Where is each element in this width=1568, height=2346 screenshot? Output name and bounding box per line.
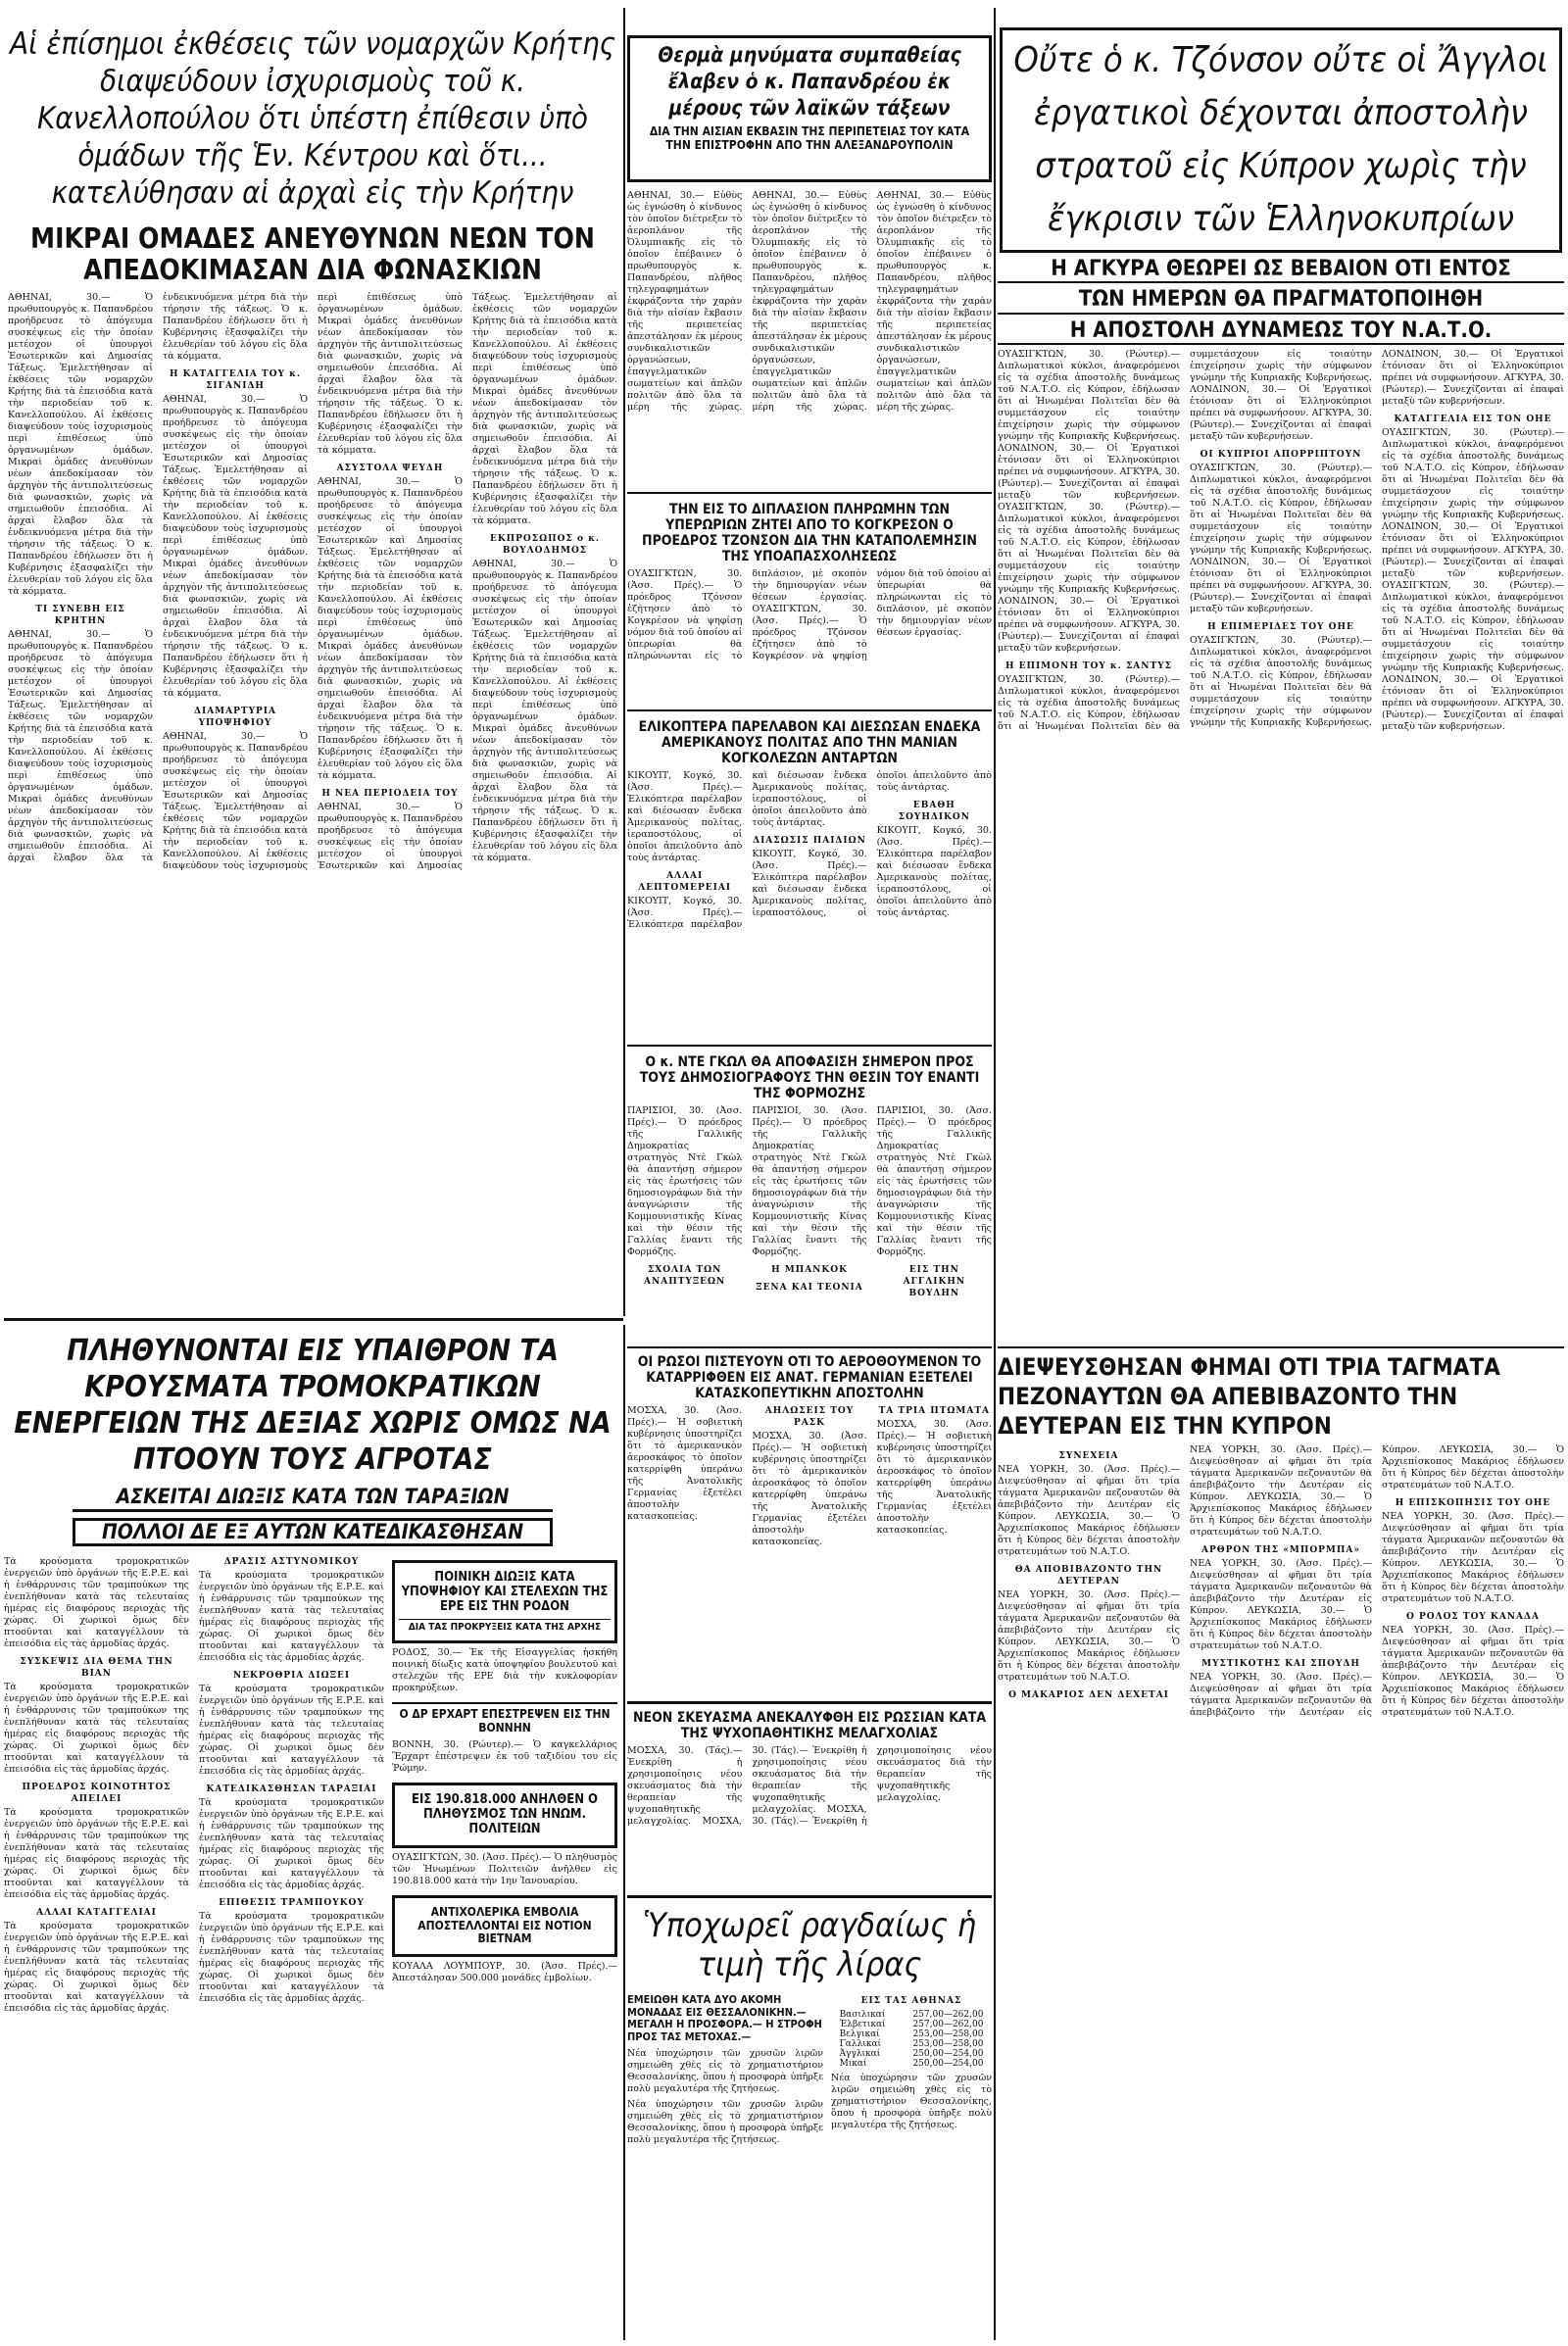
body-degaulle-text-2: ΠΑΡΙΣΙΟΙ, 30. (Ἀσσ. Πρές).— Ὁ πρόεδρος τῆς Γαλλικῆς Δημοκρατίας στρατηγὸς Ντὲ Γκὼλ θὰ ἀπαντήσῃ σήμερον εἰς τὰς ἐρωτήσεις τῶν δημοσιογράφων διὰ τὴν ἀναγνώρισιν τῆς Κομμουνιστικῆς Κίνας καὶ τὴν θέσιν τῆς Γαλλίας ἔναντι τῆς Φορμόζης. — [752, 1105, 867, 1258]
headline-crete: Αἱ ἐπίσημοι ἐκθέσεις τῶν νομαρχῶν Κρήτης διαψεύδουν ἰσχυρισμοὺς τοῦ κ. Κανελλοπούλου ὅτι ὑπέστη ἐπίθεσιν ὑπὸ ὁμάδων τῆς Ἑν. Κέντρου καὶ ὅτι... κατελύθησαν αἱ ἀρχαὶ εἰς τὴν Κρήτην — [10, 26, 615, 211]
rate-value: 257,00—262,00 — [912, 2020, 984, 2029]
headline-melancholy: ΝΕΟΝ ΣΚΕΥΑΣΜΑ ΑΝΕΚΑΛΥΦΘΗ ΕΙΣ ΡΩΣΣΙΑΝ ΚΑΤΑ ΤΗΣ ΨΥΧΟΠΑΘΗΤΙΚΗΣ ΜΕΛΑΓΧΟΛΙΑΣ — [632, 1710, 987, 1742]
body-parade-text: ΚΙΚΟΥΙΤ, Κογκό, 30. (Ἀσσ. Πρές).— Ἑλικόπτερα παρέλαβον καὶ διέσωσαν ἕνδεκα Ἀμερικανοὺς πολίτας, ἱεραποστόλους, οἱ ὁποῖοι ἀπειλοῦντο ἀπὸ τοὺς ἀντάρτας. — [627, 770, 743, 864]
headline-payments: ΤΗΝ ΕΙΣ ΤΟ ΔΙΠΛΑΣΙΟΝ ΠΛΗΡΩΜΗΝ ΤΩΝ ΥΠΕΡΩΡΙΩΝ ΖΗΤΕΙ ΑΠΟ ΤΟ ΚΟΓΚΡΕΣΟΝ Ο ΠΡΟΕΔΡΟΣ ΤΖΟΝΣΟΝ ΔΙΑ ΤΗΝ ΚΑΤΑΠΟΛΕΜΗΣΙΝ ΤΗΣ ΥΠΟΑΠΑΣΧΟΛΗΣΕΩΣ — [642, 502, 977, 565]
section-parade-0: ΑΛΛΑΙ ΛΕΠΤΟΜΕΡΕΙΑΙ — [638, 871, 732, 894]
article-papandreou — [627, 35, 992, 182]
body-johnson-text-4: ΟΥΑΣΙΓΚΤΩΝ, 30. (Ρώυτερ).— Διπλωματικοὶ κύκλοι, ἀναφερόμενοι εἰς τὰ σχέδια ἀποστολῆς δυνάμεως τοῦ Ν.Α.Τ.Ο. εἰς Κύπρον, ἐδήλωσαν ὅτι αἱ Ἡνωμέναι Πολιτεῖαι δὲν θὰ συμμετάσχουν εἰς τοιαύτην ἐπιχείρησιν χωρὶς τὴν σύμφωνον γνώμην τῆς Κυπριακῆς Κυβερνήσεως. ΛΟΝΔΙΝΟΝ, 30.— Οἱ Ἐργατικοὶ ἐτόνισαν ὅτι οἱ Ἑλληνοκύπριοι πρέπει νὰ συμφωνήσουν. ΑΓΚΥΡΑ, 30. (Ρώυτερ).— Συνεχίζονται αἱ ἐπαφαὶ μεταξὺ τῶν κυβερνήσεων. — [1190, 462, 1372, 614]
headline-pound: Ὑποχωρεῖ ραγδαίως ἡ τιμὴ τῆς λίρας — [642, 1906, 977, 1984]
section-plane-0: ΑΗΛΩΣΕΙΣ ΤΟΥ ΡΑΣΚ — [764, 1406, 855, 1429]
body-payments — [627, 568, 992, 662]
body-johnson-text: ΟΥΑΣΙΓΚΤΩΝ, 30. (Ρώυτερ).— Διπλωματικοὶ κύκλοι, ἀναφερόμενοι εἰς τὰ σχέδια ἀποστολῆς δυνάμεως τοῦ Ν.Α.Τ.Ο. εἰς Κύπρον, ἐδήλωσαν ὅτι αἱ Ἡνωμέναι Πολιτεῖαι δὲν θὰ συμμετάσχουν εἰς τοιαύτην ἐπιχείρησιν χωρὶς τὴν σύμφωνον γνώμην τῆς Κυπριακῆς Κυβερνήσεως. ΛΟΝΔΙΝΟΝ, 30.— Οἱ Ἐργατικοὶ ἐτόνισαν ὅτι οἱ Ἑλληνοκύπριοι πρέπει νὰ συμφωνήσουν. ΑΓΚΥΡΑ, 30. (Ρώυτερ).— Συνεχίζονται αἱ ἐπαφαὶ μεταξὺ τῶν κυβερνήσεων. — [998, 348, 1180, 501]
divider-h-main — [4, 1318, 623, 1321]
article-terror — [4, 1325, 621, 2340]
terror-sidebar — [392, 1552, 617, 2015]
body-battalions-text-3: ΝΕΑ ΥΟΡΚΗ, 30. (Ἀσσ. Πρές).— Διεψεύσθησαν αἱ φῆμαι ὅτι τρία τάγματα Ἀμερικανῶν πεζοναυτῶν θὰ ἀπεβιβάζοντο τὴν Δευτέραν εἰς Κύπρον. ΛΕΥΚΩΣΙΑ, 30.— Ὁ Ἀρχιεπίσκοπος Μακάριος ἐδήλωσεν ὅτι ἡ Κύπρος δὲν δέχεται ἀποστολὴν στρατευμάτων τοῦ Ν.Α.Τ.Ο. — [1190, 1444, 1372, 1538]
body-payments-text-2: ΟΥΑΣΙΓΚΤΩΝ, 30. (Ἀσσ. Πρές).— Ὁ πρόεδρος Τζόνσον ἐζήτησεν ἀπὸ τὸ Κογκρέσον νὰ ψηφίσῃ νόμον διὰ τοῦ ὁποίου αἱ ὑπερωρίαι θὰ πληρώνωνται εἰς τὸ διπλάσιον, μὲ σκοπὸν τὴν δημιουργίαν νέων θέσεων ἐργασίας. — [752, 568, 992, 662]
body-plane-text-3: ΜΟΣΧΑ, 30. (Ἀσσ. Πρές).— Ἡ σοβιετικὴ κυβέρνησις ὑποστηρίζει ὅτι τὸ ἀμερικανικὸν ἀεροσκάφος τὸ ὁποῖον κατερρίφθη ὑπεράνω τῆς Ἀνατολικῆς Γερμανίας ἐξετέλει ἀποστολὴν κατασκοπείας. — [876, 1419, 992, 1537]
body-melancholy-text-2: ΜΟΣΧΑ, 30. (Τάς).— Ἐνεκρίθη ἡ χρησιμοποίησις νέου σκευάσματος διὰ τὴν θεραπείαν τῆς ψυχοπαθητικῆς μελαγχολίας. — [702, 1745, 867, 1828]
subhead-johnson-1: ΤΩΝ ΗΜΕΡΩΝ ΘΑ ΠΡΑΓΜΑΤΟΠΟΙΗΘΗ — [998, 287, 1564, 314]
headline-papandreou: Θερμὰ μηνύματα συμπαθείας ἔλαβεν ὁ κ. Παπανδρέου ἐκ μέρους τῶν λαϊκῶν τάξεων — [658, 43, 961, 120]
subhead-crete: ΜΙΚΡΑΙ ΟΜΑΔΕΣ ΑΝΕΥΘΥΝΩΝ ΝΕΩΝ ΤΟΝ ΑΠΕΔΟΚΙΜΑΣΑΝ ΔΙΑ ΦΩΝΑΣΚΙΩΝ — [30, 222, 595, 287]
rates-title: ΕΙΣ ΤΑΣ ΑΘΗΝΑΣ — [860, 1996, 962, 2006]
body-johnson-text-3: ΟΥΑΣΙΓΚΤΩΝ, 30. (Ρώυτερ).— Διπλωματικοὶ κύκλοι, ἀναφερόμενοι εἰς τὰ σχέδια ἀποστολῆς δυνάμεως τοῦ Ν.Α.Τ.Ο. εἰς Κύπρον, ἐδήλωσαν ὅτι αἱ Ἡνωμέναι Πολιτεῖαι δὲν θὰ συμμετάσχουν εἰς τοιαύτην ἐπιχείρησιν χωρὶς τὴν σύμφωνον γνώμην τῆς Κυπριακῆς Κυβερνήσεως. ΛΟΝΔΙΝΟΝ, 30.— Οἱ Ἐργατικοὶ ἐτόνισαν ὅτι οἱ Ἑλληνοκύπριοι πρέπει νὰ συμφωνήσουν. ΑΓΚΥΡΑ, 30. (Ρώυτερ).— Συνεχίζονται αἱ ἐπαφαὶ μεταξὺ τῶν κυβερνήσεων. — [998, 348, 1372, 732]
rate-name: Γαλλικαί — [839, 2039, 882, 2049]
rate-row — [838, 2010, 986, 2020]
body-papandreou — [627, 190, 992, 414]
section-plane-1: ΤΑ ΤΡΙΑ ΠΤΩΜΑΤΑ — [878, 1406, 991, 1417]
body-papandreou-text-2: ΑΘΗΝΑΙ, 30.— Εὐθὺς ὡς ἐγνώσθη ὁ κίνδυνος τὸν ὁποῖον διέτρεξεν τὸ ἀεροπλάνον τῆς Ὀλυμπιακῆς εἰς τὸ ὁποῖον ἐπέβαινεν ὁ πρωθυπουργὸς κ. Παπανδρέου, πλῆθος τηλεγραφημάτων ἐκφράζοντα τὴν χαρὰν διὰ τὴν αἰσίαν ἔκβασιν τῆς περιπετείας ἀπεστάλησαν ἐκ μέρους συνδικαλιστικῶν ὀργανώσεων, ἐπαγγελματικῶν σωματείων καὶ ἁπλῶν πολιτῶν ἀπὸ ὅλα τὰ μέρη τῆς χώρας. — [752, 190, 867, 413]
section-terror-2: ΑΛΛΑΙ ΚΑΤΑΓΓΕΛΙΑΙ — [36, 1908, 157, 1919]
rate-value: 253,00—258,00 — [912, 2029, 984, 2039]
body-terror — [4, 1556, 384, 2015]
section-battalions-5: Η ΕΠΙΣΚΟΠΗΣΙΣ ΤΟΥ ΟΗΕ — [1395, 1498, 1551, 1508]
body-payments-text: ΟΥΑΣΙΓΚΤΩΝ, 30. (Ἀσσ. Πρές).— Ὁ πρόεδρος Τζόνσον ἐζήτησεν ἀπὸ τὸ Κογκρέσον νὰ ψηφίσῃ νόμον διὰ τοῦ ὁποίου αἱ ὑπερωρίαι θὰ πληρώνωνται εἰς τὸ διπλάσιον, μὲ σκοπὸν τὴν δημιουργίαν νέων θέσεων ἐργασίας. — [627, 568, 867, 662]
section-parade-1: ΔΙΑΣΩΣΙΣ ΠΑΙΔΙΩΝ — [753, 836, 866, 847]
section-degaulle-1: Η ΜΠΑΝΚΟΚ — [771, 1265, 848, 1276]
body-rhodes: ΡΟΔΟΣ, 30.— Ἐκ τῆς Εἰσαγγελίας ἠσκήθη ποινικὴ δίωξις κατὰ ὑποψηφίου βουλευτοῦ καὶ στελεχῶν τῆς ΕΡΕ διὰ τὴν κυκλοφορίαν προκηρύξεων. — [392, 1647, 617, 1694]
body-papandreou-text-3: ΑΘΗΝΑΙ, 30.— Εὐθὺς ὡς ἐγνώσθη ὁ κίνδυνος τὸν ὁποῖον διέτρεξεν τὸ ἀεροπλάνον τῆς Ὀλυμπιακῆς εἰς τὸ ὁποῖον ἐπέβαινεν ὁ πρωθυπουργὸς κ. Παπανδρέου, πλῆθος τηλεγραφημάτων ἐκφράζοντα τὴν χαρὰν διὰ τὴν αἰσίαν ἔκβασιν τῆς περιπετείας ἀπεστάλησαν ἐκ μέρους συνδικαλιστικῶν ὀργανώσεων, ἐπαγγελματικῶν σωματείων καὶ ἁπλῶν πολιτῶν ἀπὸ ὅλα τὰ μέρη τῆς χώρας. — [876, 190, 992, 413]
johnson-headline-box — [1000, 27, 1562, 253]
body-census: ΟΥΑΣΙΓΚΤΩΝ, 30. (Ἀσσ. Πρές).— Ὁ πληθυσμὸς τῶν Ἡνωμένων Πολιτειῶν ἀνῆλθεν εἰς 190.818.000 κατὰ τὴν 1ην Ἰανουαρίου. — [392, 1851, 617, 1886]
rate-value: 250,00—254,00 — [912, 2049, 984, 2059]
body-johnson-text-2: ΟΥΑΣΙΓΚΤΩΝ, 30. (Ρώυτερ).— Διπλωματικοὶ κύκλοι, ἀναφερόμενοι εἰς τὰ σχέδια ἀποστολῆς δυνάμεως τοῦ Ν.Α.Τ.Ο. εἰς Κύπρον, ἐδήλωσαν ὅτι αἱ Ἡνωμέναι Πολιτεῖαι δὲν θὰ συμμετάσχουν εἰς τοιαύτην ἐπιχείρησιν χωρὶς τὴν σύμφωνον γνώμην τῆς Κυπριακῆς Κυβερνήσεως. ΛΟΝΔΙΝΟΝ, 30.— Οἱ Ἐργατικοὶ ἐτόνισαν ὅτι οἱ Ἑλληνοκύπριοι πρέπει νὰ συμφωνήσουν. ΑΓΚΥΡΑ, 30. (Ρώυτερ).— Συνεχίζονται αἱ ἐπαφαὶ μεταξὺ τῶν κυβερνήσεων. — [998, 501, 1180, 654]
body-crete-text-7: ΑΘΗΝΑΙ, 30.— Ὁ πρωθυπουργὸς κ. Παπανδρέου προήδρευσε τὸ ἀπόγευμα συσκέψεως εἰς τὴν ὁποίαν μετέσχον οἱ ὑπουργοὶ Ἐσωτερικῶν καὶ Δημοσίας Τάξεως. Ἐμελετήθησαν αἱ ἐκθέσεις τῶν νομαρχῶν Κρήτης διὰ τὰ ἐπεισόδια κατὰ τὴν περιοδείαν τοῦ κ. Κανελλοπούλου. Αἱ ἐκθέσεις διαψεύδουν τοὺς ἰσχυρισμοὺς περὶ ἐπιθέσεως ὑπὸ ὀργανωμένων ὁμάδων. Μικραὶ ὁμάδες ἀνευθύνων νέων ἀπεδοκίμασαν τὸν ἀρχηγὸν τῆς ἀντιπολιτεύσεως διὰ φωνασκιῶν, χωρὶς νὰ σημειωθοῦν ἐπεισόδια. Αἱ ἀρχαὶ ἔλαβον ὅλα τὰ ἐνδεικνυόμενα μέτρα διὰ τὴν τήρησιν τῆς τάξεως. Ὁ κ. Παπανδρέου ἐδήλωσεν ὅτι ἡ Κυβέρνησις ἐξασφαλίζει τὴν ἐλευθερίαν τοῦ λόγου εἰς ὅλα τὰ κόμματα. — [472, 559, 617, 864]
section-johnson-3: ΚΑΤΑΓΓΕΛΙΑ ΕΙΣ ΤΟΝ ΟΗΕ — [1394, 414, 1552, 424]
body-battalions-text-2: ΝΕΑ ΥΟΡΚΗ, 30. (Ἀσσ. Πρές).— Διεψεύσθησαν αἱ φῆμαι ὅτι τρία τάγματα Ἀμερικανῶν πεζοναυτῶν θὰ ἀπεβιβάζοντο τὴν Δευτέραν εἰς Κύπρον. ΛΕΥΚΩΣΙΑ, 30.— Ὁ Ἀρχιεπίσκοπος Μακάριος ἐδήλωσεν ὅτι ἡ Κύπρος δὲν δέχεται ἀποστολὴν στρατευμάτων τοῦ Ν.Α.Τ.Ο. — [998, 1589, 1180, 1683]
johnson-subheads — [998, 257, 1564, 345]
section-johnson-2: Η ΕΠΙΜΕΡΙΔΕΣ ΤΟΥ ΟΗΕ — [1207, 621, 1354, 632]
body-vaccines: ΚΟΥΑΛΑ ΛΟΥΜΠΟΥΡ, 30. (Ἀσσ. Πρές).— Ἀπεστάλησαν 500.000 μονάδες ἐμβολίων. — [392, 1961, 617, 1984]
body-crete-text-6: ΑΘΗΝΑΙ, 30.— Ὁ πρωθυπουργὸς κ. Παπανδρέου προήδρευσε τὸ ἀπόγευμα συσκέψεως εἰς τὴν ὁποίαν μετέσχον οἱ ὑπουργοὶ Ἐσωτερικῶν καὶ Δημοσίας Τάξεως. Ἐμελετήθησαν αἱ ἐκθέσεις τῶν νομαρχῶν Κρήτης διὰ τὰ ἐπεισόδια κατὰ τὴν περιοδείαν τοῦ κ. Κανελλοπούλου. Αἱ ἐκθέσεις διαψεύδουν τοὺς ἰσχυρισμοὺς περὶ ἐπιθέσεως ὑπὸ ὀργανωμένων ὁμάδων. Μικραὶ ὁμάδες ἀνευθύνων νέων ἀπεδοκίμασαν τὸν ἀρχηγὸν τῆς ἀντιπολιτεύσεως διὰ φωνασκιῶν, χωρὶς νὰ σημειωθοῦν ἐπεισόδια. Αἱ ἀρχαὶ ἔλαβον ὅλα τὰ ἐνδεικνυόμενα μέτρα διὰ τὴν τήρησιν τῆς τάξεως. Ὁ κ. Παπανδρέου ἐδήλωσεν ὅτι ἡ Κυβέρνησις ἐξασφαλίζει τὴν ἐλευθερίαν τοῦ λόγου εἰς ὅλα τὰ κόμματα. — [318, 292, 617, 872]
section-parade-2: ΕΒΑΘΗ ΣΟΥΗΔΙΚΟΝ — [898, 801, 970, 823]
headline-degaulle: Ο κ. ΝΤΕ ΓΚΩΛ ΘΑ ΑΠΟΦΑΣΙΣΗ ΣΗΜΕΡΟΝ ΠΡΟΣ ΤΟΥΣ ΔΗΜΟΣΙΟΓΡΑΦΟΥΣ ΤΗΝ ΘΕΣΙΝ ΤΟΥ ΕΝΑΝΤΙ ΤΗΣ ΦΟΡΜΟΖΗΣ — [639, 1054, 980, 1102]
body-terror-text-2: Τὰ κρούσματα τρομοκρατικῶν ἐνεργειῶν ὑπὸ ὀργάνων τῆς Ε.Ρ.Ε. καὶ ἡ ἐνθάρρυνσις τῶν τραμπούκων της ἐνεπλήθυναν κατὰ τὰς τελευταίας ἡμέρας εἰς διαφόρους περιοχὰς τῆς χώρας. Οἱ χωρικοὶ ὅμως δὲν πτοοῦνται καὶ καταγγέλλουν τὰ ἐπεισόδια εἰς τὰς ἀρμοδίας ἀρχάς. — [4, 1682, 189, 1776]
section-degaulle-3: ΕΙΣ ΤΗΝ ΑΓΓΛΙΚΗΝ ΒΟΥΛΗΝ — [903, 1265, 966, 1299]
section-crete-2: ΔΙΑΜΑΡΤΥΡΙΑ ΥΠΟΨΗΦΙΟΥ — [194, 707, 276, 729]
section-crete-0: ΤΙ ΣΥΝΕΒΗ ΕΙΣ ΚΡΗΤΗΝ — [35, 605, 125, 627]
body-pound: Νέα ὑποχώρησιν τῶν χρυσῶν λιρῶν σημειώθη χθὲς εἰς τὸ χρηματιστήριον Θεσσαλονίκης, ὅπου ἡ προσφορὰ ὑπῆρξε πολὺ μεγαλυτέρα τῆς ζητήσεως. — [627, 2047, 823, 2094]
section-degaulle-2: ΞΕΝΑ ΚΑΙ ΤΕΟΝΙΑ — [756, 1283, 863, 1294]
body-melancholy-text-3: ΜΟΣΧΑ, 30. (Τάς).— Ἐνεκρίθη ἡ χρησιμοποίησις νέου σκευάσματος διὰ τὴν θεραπείαν τῆς ψυχοπαθητικῆς μελαγχολίας. — [752, 1745, 992, 1828]
subhead-terror-1: ΑΣΚΕΙΤΑΙ ΔΙΩΞΙΣ ΚΑΤΑ ΤΩΝ ΤΑΡΑΞΙΩΝ — [73, 1486, 553, 1512]
body-johnson-text-6: ΟΥΑΣΙΓΚΤΩΝ, 30. (Ρώυτερ).— Διπλωματικοὶ κύκλοι, ἀναφερόμενοι εἰς τὰ σχέδια ἀποστολῆς δυνάμεως τοῦ Ν.Α.Τ.Ο. εἰς Κύπρον, ἐδήλωσαν ὅτι αἱ Ἡνωμέναι Πολιτεῖαι δὲν θὰ συμμετάσχουν εἰς τοιαύτην ἐπιχείρησιν χωρὶς τὴν σύμφωνον γνώμην τῆς Κυπριακῆς Κυβερνήσεως. ΛΟΝΔΙΝΟΝ, 30.— Οἱ Ἐργατικοὶ ἐτόνισαν ὅτι οἱ Ἑλληνοκύπριοι πρέπει νὰ συμφωνήσουν. ΑΓΚΥΡΑ, 30. (Ρώυτερ).— Συνεχίζονται αἱ ἐπαφαὶ μεταξὺ τῶν κυβερνήσεων. — [1382, 426, 1564, 579]
rate-name: Μικαί — [839, 2059, 867, 2069]
body-parade-text-2: ΚΙΚΟΥΙΤ, Κογκό, 30. (Ἀσσ. Πρές).— Ἑλικόπτερα παρέλαβον καὶ διέσωσαν ἕνδεκα Ἀμερικανοὺς πολίτας, ἱεραποστόλους, οἱ ὁποῖοι ἀπειλοῦντο ἀπὸ τοὺς ἀντάρτας. — [627, 770, 867, 931]
rate-row — [838, 2049, 986, 2059]
body-terror-text-3: Τὰ κρούσματα τρομοκρατικῶν ἐνεργειῶν ὑπὸ ὀργάνων τῆς Ε.Ρ.Ε. καὶ ἡ ἐνθάρρυνσις τῶν τραμπούκων της ἐνεπλήθυναν κατὰ τὰς τελευταίας ἡμέρας εἰς διαφόρους περιοχὰς τῆς χώρας. Οἱ χωρικοὶ ὅμως δὲν πτοοῦνται καὶ καταγγέλλουν τὰ ἐπεισόδια εἰς τὰς ἀρμοδίας ἀρχάς. — [4, 1807, 189, 1901]
body-terror-text-5: Τὰ κρούσματα τρομοκρατικῶν ἐνεργειῶν ὑπὸ ὀργάνων τῆς Ε.Ρ.Ε. καὶ ἡ ἐνθάρρυνσις τῶν τραμπούκων της ἐνεπλήθυναν κατὰ τὰς τελευταίας ἡμέρας εἰς διαφόρους περιοχὰς τῆς χώρας. Οἱ χωρικοὶ ὅμως δὲν πτοοῦνται καὶ καταγγέλλουν τὰ ἐπεισόδια εἰς τὰς ἀρμοδίας ἀρχάς. — [199, 1570, 384, 1664]
headline-plane: ΟΙ ΡΩΣΟΙ ΠΙΣΤΕΥΟΥΝ ΟΤΙ ΤΟ ΑΕΡΟΘΟΥΜΕΝΟΝ ΤΟ ΚΑΤΑΡΡΙΦΘΕΝ ΕΙΣ ΑΝΑΤ. ΓΕΡΜΑΝΙΑΝ ΕΞΕΤΕΛΕΙ ΚΑΤΑΣΚΟΠΕΥΤΙΚΗΝ ΑΠΟΣΤΟΛΗΝ — [637, 1354, 982, 1402]
section-battalions-0: ΣΥΝΕΧΕΙΑ — [1058, 1451, 1119, 1461]
article-melancholy — [627, 1701, 992, 1893]
body-johnson-text-7: ΟΥΑΣΙΓΚΤΩΝ, 30. (Ρώυτερ).— Διπλωματικοὶ κύκλοι, ἀναφερόμενοι εἰς τὰ σχέδια ἀποστολῆς δυνάμεως τοῦ Ν.Α.Τ.Ο. εἰς Κύπρον, ἐδήλωσαν ὅτι αἱ Ἡνωμέναι Πολιτεῖαι δὲν θὰ συμμετάσχουν εἰς τοιαύτην ἐπιχείρησιν χωρὶς τὴν σύμφωνον γνώμην τῆς Κυπριακῆς Κυβερνήσεως. ΛΟΝΔΙΝΟΝ, 30.— Οἱ Ἐργατικοὶ ἐτόνισαν ὅτι οἱ Ἑλληνοκύπριοι πρέπει νὰ συμφωνήσουν. ΑΓΚΥΡΑ, 30. (Ρώυτερ).— Συνεχίζονται αἱ ἐπαφαὶ μεταξὺ τῶν κυβερνήσεων. — [1382, 579, 1564, 732]
headline-johnson: Οὔτε ὁ κ. Τζόνσον οὔτε οἱ Ἄγγλοι ἐργατικοὶ δέχονται ἀποστολὴν στρατοῦ εἰς Κύπρον χωρὶς τὴν ἔγκρισιν τῶν Ἑλληνοκυπρίων — [1013, 40, 1548, 239]
rate-value: 257,00—262,00 — [912, 2010, 984, 2020]
headline-rhodes: ΠΟΙΝΙΚΗ ΔΙΩΞΙΣ ΚΑΤΑ ΥΠΟΨΗΦΙΟΥ ΚΑΙ ΣΤΕΛΕΧΩΝ ΤΗΣ ΕΡΕ ΕΙΣ ΤΗΝ ΡΟΔΟΝ — [401, 1570, 609, 1614]
rate-row — [838, 2029, 986, 2039]
article-degaulle — [627, 1045, 992, 1344]
section-terror-0: ΣΥΣΚΕΨΙΣ ΔΙΑ ΘΕΜΑ ΤΗΝ ΒΙΑΝ — [20, 1657, 173, 1680]
subhead-rhodes: ΔΙΑ ΤΑΣ ΠΡΟΚΡΥΞΕΙΣ ΚΑΤΑ ΤΗΣ ΑΡΧΗΣ — [399, 1619, 611, 1634]
body-battalions-text-7: ΝΕΑ ΥΟΡΚΗ, 30. (Ἀσσ. Πρές).— Διεψεύσθησαν αἱ φῆμαι ὅτι τρία τάγματα Ἀμερικανῶν πεζοναυτῶν θὰ ἀπεβιβάζοντο τὴν Δευτέραν εἰς Κύπρον. ΛΕΥΚΩΣΙΑ, 30.— Ὁ Ἀρχιεπίσκοπος Μακάριος ἐδήλωσεν ὅτι ἡ Κύπρος δὲν δέχεται ἀποστολὴν στρατευμάτων τοῦ Ν.Α.Τ.Ο. — [1382, 1625, 1564, 1718]
pound-columns — [627, 1990, 992, 2146]
article-papandreou-body — [627, 186, 992, 490]
census-box — [392, 1783, 617, 1848]
body-terror-text-4: Τὰ κρούσματα τρομοκρατικῶν ἐνεργειῶν ὑπὸ ὀργάνων τῆς Ε.Ρ.Ε. καὶ ἡ ἐνθάρρυνσις τῶν τραμπούκων της ἐνεπλήθυναν κατὰ τὰς τελευταίας ἡμέρας εἰς διαφόρους περιοχὰς τῆς χώρας. Οἱ χωρικοὶ ὅμως δὲν πτοοῦνται καὶ καταγγέλλουν τὰ ἐπεισόδια εἰς τὰς ἀρμοδίας ἀρχάς. — [4, 1921, 189, 2015]
rate-name: Βασιλικαί — [839, 2010, 886, 2020]
body-battalions-text-5: ΝΕΑ ΥΟΡΚΗ, 30. (Ἀσσ. Πρές).— Διεψεύσθησαν αἱ φῆμαι ὅτι τρία τάγματα Ἀμερικανῶν πεζοναυτῶν θὰ ἀπεβιβάζοντο τὴν Δευτέραν εἰς Κύπρον. ΛΕΥΚΩΣΙΑ, 30.— Ὁ Ἀρχιεπίσκοπος Μακάριος ἐδήλωσεν ὅτι ἡ Κύπρος δὲν δέχεται ἀποστολὴν στρατευμάτων τοῦ Ν.Α.Τ.Ο. — [1190, 1444, 1564, 1718]
rate-name: Ἐλβετικαί — [839, 2020, 886, 2029]
body-terror-text-7: Τὰ κρούσματα τρομοκρατικῶν ἐνεργειῶν ὑπὸ ὀργάνων τῆς Ε.Ρ.Ε. καὶ ἡ ἐνθάρρυνσις τῶν τραμπούκων της ἐνεπλήθυναν κατὰ τὰς τελευταίας ἡμέρας εἰς διαφόρους περιοχὰς τῆς χώρας. Οἱ χωρικοὶ ὅμως δὲν πτοοῦνται καὶ καταγγέλλουν τὰ ἐπεισόδια εἰς τὰς ἀρμοδίας ἀρχάς. — [199, 1797, 384, 1891]
article-plane — [627, 1346, 992, 1699]
divider-v-3 — [623, 1325, 625, 2340]
body-degaulle-text: ΠΑΡΙΣΙΟΙ, 30. (Ἀσσ. Πρές).— Ὁ πρόεδρος τῆς Γαλλικῆς Δημοκρατίας στρατηγὸς Ντὲ Γκὼλ θὰ ἀπαντήσῃ σήμερον εἰς τὰς ἐρωτήσεις τῶν δημοσιογράφων διὰ τὴν ἀναγνώρισιν τῆς Κομμουνιστικῆς Κίνας καὶ τὴν θέσιν τῆς Γαλλίας ἔναντι τῆς Φορμόζης. — [627, 1105, 743, 1258]
article-crete — [4, 8, 621, 1316]
body-parade-text-4: ΚΙΚΟΥΙΤ, Κογκό, 30. (Ἀσσ. Πρές).— Ἑλικόπτερα παρέλαβον καὶ διέσωσαν ἕνδεκα Ἀμερικανοὺς πολίτας, ἱεραποστόλους, οἱ ὁποῖοι ἀπειλοῦντο ἀπὸ τοὺς ἀντάρτας. — [876, 825, 992, 919]
headline-battalions: ΔΙΕΨΕΥΣΘΗΣΑΝ ΦΗΜΑΙ ΟΤΙ ΤΡΙΑ ΤΑΓΜΑΤΑ ΠΕΖΟΝΑΥΤΩΝ ΘΑ ΑΠΕΒΙΒΑΖΟΝΤΟ ΤΗΝ ΔΕΥΤΕΡΑΝ ΕΙΣ ΤΗΝ ΚΥΠΡΟΝ — [998, 1353, 1500, 1440]
body-melancholy — [627, 1745, 992, 1828]
rate-value: 253,00—258,00 — [912, 2039, 984, 2049]
section-johnson-0: Η ΕΠΙΜΟΝΗ ΤΟΥ κ. ΣΑΝΤΥΣ — [1004, 660, 1173, 671]
body-erhard: ΒΟΝΝΗ, 30. (Ρώυτερ).— Ὁ καγκελλάριος Ἔρχαρτ ἐπέστρεψεν ἐκ τοῦ ταξιδίου του εἰς Ῥώμην. — [392, 1738, 617, 1774]
rates-table — [838, 2010, 986, 2069]
section-battalions-4: ΜΥΣΤΙΚΟΤΗΣ ΚΑΙ ΣΠΟΥΔΗ — [1201, 1659, 1360, 1669]
section-johnson-1: ΟΙ ΚΥΠΡΙΟΙ ΑΠΟΡΡΙΠΤΟΥΝ — [1200, 449, 1362, 460]
body-battalions — [998, 1444, 1564, 2340]
headline-terror: ΠΛΗΘΥΝΟΝΤΑΙ ΕΙΣ ΥΠΑΙΘΡΟΝ ΤΑ ΚΡΟΥΣΜΑΤΑ ΤΡΟΜΟΚΡΑΤΙΚΩΝ ΕΝΕΡΓΕΙΩΝ ΤΗΣ ΔΕΞΙΑΣ ΧΩΡΙΣ ΟΜΩΣ ΝΑ ΠΤΟΟΥΝ ΤΟΥΣ ΑΓΡΟΤΑΣ — [14, 1334, 612, 1477]
vaccines-box — [392, 1895, 617, 1957]
divider-v-1 — [623, 8, 625, 1316]
body-melancholy-text: ΜΟΣΧΑ, 30. (Τάς).— Ἐνεκρίθη ἡ χρησιμοποίησις νέου σκευάσματος διὰ τὴν θεραπείαν τῆς ψυχοπαθητικῆς μελαγχολίας. — [627, 1745, 743, 1828]
body-crete-text-3: ΑΘΗΝΑΙ, 30.— Ὁ πρωθυπουργὸς κ. Παπανδρέου προήδρευσε τὸ ἀπόγευμα συσκέψεως εἰς τὴν ὁποίαν μετέσχον οἱ ὑπουργοὶ Ἐσωτερικῶν καὶ Δημοσίας Τάξεως. Ἐμελετήθησαν αἱ ἐκθέσεις τῶν νομαρχῶν Κρήτης διὰ τὰ ἐπεισόδια κατὰ τὴν περιοδείαν τοῦ κ. Κανελλοπούλου. Αἱ ἐκθέσεις διαψεύδουν τοὺς ἰσχυρισμοὺς περὶ ἐπιθέσεως ὑπὸ ὀργανωμένων ὁμάδων. Μικραὶ ὁμάδες ἀνευθύνων νέων ἀπεδοκίμασαν τὸν ἀρχηγὸν τῆς ἀντιπολιτεύσεως διὰ φωνασκιῶν, χωρὶς νὰ σημειωθοῦν ἐπεισόδια. Αἱ ἀρχαὶ ἔλαβον ὅλα τὰ ἐνδεικνυόμενα μέτρα διὰ τὴν τήρησιν τῆς τάξεως. Ὁ κ. Παπανδρέου ἐδήλωσεν ὅτι ἡ Κυβέρνησις ἐξασφαλίζει τὴν ἐλευθερίαν τοῦ λόγου εἰς ὅλα τὰ κόμματα. — [163, 394, 308, 700]
subhead-papandreou: ΔΙΑ ΤΗΝ ΑΙΣΙΑΝ ΕΚΒΑΣΙΝ ΤΗΣ ΠΕΡΙΠΕΤΕΙΑΣ ΤΟΥ ΚΑΤΑ ΤΗΝ ΕΠΙΣΤΡΟΦΗΝ ΑΠΟ ΤΗΝ ΑΛΕΞΑΝΔΡΟΥΠΟΛΙΝ — [649, 124, 970, 152]
section-battalions-2: Ο ΜΑΚΑΡΙΟΣ ΔΕΝ ΔΕΧΕΤΑΙ — [1008, 1690, 1169, 1700]
section-crete-1: Η ΚΑΤΑΓΓΕΛΙΑ ΤΟΥ κ. ΣΙΓΑΝΙΔΗ — [169, 369, 302, 392]
section-crete-4: Η ΝΕΑ ΠΕΡΙΟΔΕΙΑ ΤΟΥ — [321, 789, 459, 800]
terror-columns — [4, 1552, 621, 2015]
headline-vaccines: ΑΝΤΙΧΟΛΕΡΙΚΑ ΕΜΒΟΛΙΑ ΑΠΟΣΤΕΛΛΟΝΤΑΙ ΕΙΣ ΝΟΤΙΟΝ ΒΙΕΤΝΑΜ — [417, 1904, 592, 1946]
section-degaulle-0: ΣΧΟΛΙΑ ΤΩΝ ΑΝΑΠΤΥΞΕΩΝ — [644, 1265, 726, 1288]
body-johnson — [998, 349, 1564, 1348]
rate-name: Ἀγγλικαί — [839, 2049, 881, 2059]
subhead-johnson-0: Η ΑΓΚΥΡΑ ΘΕΩΡΕΙ ΩΣ ΒΕΒΑΙΟΝ ΟΤΙ ΕΝΤΟΣ — [998, 257, 1564, 283]
article-parade — [627, 709, 992, 1043]
rate-row — [838, 2039, 986, 2049]
body-battalions-text-6: ΝΕΑ ΥΟΡΚΗ, 30. (Ἀσσ. Πρές).— Διεψεύσθησαν αἱ φῆμαι ὅτι τρία τάγματα Ἀμερικανῶν πεζοναυτῶν θὰ ἀπεβιβάζοντο τὴν Δευτέραν εἰς Κύπρον. ΛΕΥΚΩΣΙΑ, 30.— Ὁ Ἀρχιεπίσκοπος Μακάριος ἐδήλωσεν ὅτι ἡ Κύπρος δὲν δέχεται ἀποστολὴν στρατευμάτων τοῦ Ν.Α.Τ.Ο. — [1382, 1511, 1564, 1604]
body-battalions-text-4: ΝΕΑ ΥΟΡΚΗ, 30. (Ἀσσ. Πρές).— Διεψεύσθησαν αἱ φῆμαι ὅτι τρία τάγματα Ἀμερικανῶν πεζοναυτῶν θὰ ἀπεβιβάζοντο τὴν Δευτέραν εἰς Κύπρον. ΛΕΥΚΩΣΙΑ, 30.— Ὁ Ἀρχιεπίσκοπος Μακάριος ἐδήλωσεν ὅτι ἡ Κύπρος δὲν δέχεται ἀποστολὴν στρατευμάτων τοῦ Ν.Α.Τ.Ο. — [1190, 1558, 1372, 1651]
section-terror-6: ΕΠΙΘΕΣΙΣ ΤΡΑΜΠΟΥΚΟΥ — [219, 1898, 365, 1909]
headline-erhard: Ο ΔΡ ΕΡΧΑΡΤ ΕΠΕΣΤΡΕΨΕΝ ΕΙΣ ΤΗΝ ΒΟΝΝΗΝ — [392, 1702, 617, 1735]
body-parade — [627, 770, 992, 931]
subhead-pound: ΕΜΕΙΩΘΗ ΚΑΤΑ ΔΥΟ ΑΚΟΜΗ ΜΟΝΑΔΑΣ ΕΙΣ ΘΕΣΣΑΛΟΝΙΚΗΝ.— ΜΕΓΑΛΗ Η ΠΡΟΣΦΟΡΑ.— Η ΣΤΡΟΦΗ ΠΡΟΣ ΤΑΣ ΜΕΤΟΧΑΣ.— — [627, 1993, 822, 2043]
rhodes-box — [392, 1560, 617, 1643]
rate-row — [838, 2059, 986, 2069]
body-degaulle — [627, 1105, 992, 1299]
rate-row — [838, 2020, 986, 2029]
article-battalions — [998, 1346, 1564, 2340]
body-crete-text-2: ΑΘΗΝΑΙ, 30.— Ὁ πρωθυπουργὸς κ. Παπανδρέου προήδρευσε τὸ ἀπόγευμα συσκέψεως εἰς τὴν ὁποίαν μετέσχον οἱ ὑπουργοὶ Ἐσωτερικῶν καὶ Δημοσίας Τάξεως. Ἐμελετήθησαν αἱ ἐκθέσεις τῶν νομαρχῶν Κρήτης διὰ τὰ ἐπεισόδια κατὰ τὴν περιοδείαν τοῦ κ. Κανελλοπούλου. Αἱ ἐκθέσεις διαψεύδουν τοὺς ἰσχυρισμοὺς περὶ ἐπιθέσεως ὑπὸ ὀργανωμένων ὁμάδων. Μικραὶ ὁμάδες ἀνευθύνων νέων ἀπεδοκίμασαν τὸν ἀρχηγὸν τῆς ἀντιπολιτεύσεως διὰ φωνασκιῶν, χωρὶς νὰ σημειωθοῦν ἐπεισόδια. Αἱ ἀρχαὶ ἔλαβον ὅλα τὰ ἐνδεικνυόμενα μέτρα διὰ τὴν τήρησιν τῆς τάξεως. Ὁ κ. Παπανδρέου ἐδήλωσεν ὅτι ἡ Κυβέρνησις ἐξασφαλίζει τὴν ἐλευθερίαν τοῦ λόγου εἰς ὅλα τὰ κόμματα. — [8, 292, 308, 864]
body-pound-3: Νέα ὑποχώρησιν τῶν χρυσῶν λιρῶν σημειώθη χθὲς εἰς τὸ χρηματιστήριον Θεσσαλονίκης, ὅπου ἡ προσφορὰ ὑπῆρξε πολὺ μεγαλυτέρα τῆς ζητήσεως. — [831, 2073, 992, 2130]
pound-left — [627, 1990, 823, 2146]
body-crete-text-4: ΑΘΗΝΑΙ, 30.— Ὁ πρωθυπουργὸς κ. Παπανδρέου προήδρευσε τὸ ἀπόγευμα συσκέψεως εἰς τὴν ὁποίαν μετέσχον οἱ ὑπουργοὶ Ἐσωτερικῶν καὶ Δημοσίας Τάξεως. Ἐμελετήθησαν αἱ ἐκθέσεις τῶν νομαρχῶν Κρήτης διὰ τὰ ἐπεισόδια κατὰ τὴν περιοδείαν τοῦ κ. Κανελλοπούλου. Αἱ ἐκθέσεις διαψεύδουν τοὺς ἰσχυρισμοὺς περὶ ἐπιθέσεως ὑπὸ ὀργανωμένων ὁμάδων. Μικραὶ ὁμάδες ἀνευθύνων νέων ἀπεδοκίμασαν τὸν ἀρχηγὸν τῆς ἀντιπολιτεύσεως διὰ φωνασκιῶν, χωρὶς νὰ σημειωθοῦν ἐπεισόδια. Αἱ ἀρχαὶ ἔλαβον ὅλα τὰ ἐνδεικνυόμενα μέτρα διὰ τὴν τήρησιν τῆς τάξεως. Ὁ κ. Παπανδρέου ἐδήλωσεν ὅτι ἡ Κυβέρνησις ἐξασφαλίζει τὴν ἐλευθερίαν τοῦ λόγου εἰς ὅλα τὰ κόμματα. — [163, 292, 463, 872]
body-plane-text-2: ΜΟΣΧΑ, 30. (Ἀσσ. Πρές).— Ἡ σοβιετικὴ κυβέρνησις ὑποστηρίζει ὅτι τὸ ἀμερικανικὸν ἀεροσκάφος τὸ ὁποῖον κατερρίφθη ὑπεράνω τῆς Ἀνατολικῆς Γερμανίας ἐξετέλει ἀποστολὴν κατασκοπείας. — [752, 1431, 867, 1548]
body-terror-text-8: Τὰ κρούσματα τρομοκρατικῶν ἐνεργειῶν ὑπὸ ὀργάνων τῆς Ε.Ρ.Ε. καὶ ἡ ἐνθάρρυνσις τῶν τραμπούκων της ἐνεπλήθυναν κατὰ τὰς τελευταίας ἡμέρας εἰς διαφόρους περιοχὰς τῆς χώρας. Οἱ χωρικοὶ ὅμως δὲν πτοοῦνται καὶ καταγγέλλουν τὰ ἐπεισόδια εἰς τὰς ἀρμοδίας ἀρχάς. — [199, 1911, 384, 2005]
body-pound-2: Νέα ὑποχώρησιν τῶν χρυσῶν λιρῶν σημειώθη χθὲς εἰς τὸ χρηματιστήριον Θεσσαλονίκης, ὅπου ἡ προσφορὰ ὑπῆρξε πολὺ μεγαλυτέρα τῆς ζητήσεως. — [627, 2098, 823, 2145]
divider-v-4 — [994, 1346, 996, 2340]
pound-right — [831, 1990, 992, 2146]
section-terror-5: ΚΑΤΕΔΙΚΑΣΘΗΣΑΝ ΤΑΡΑΞΙΑΙ — [206, 1784, 377, 1795]
body-plane-text: ΜΟΣΧΑ, 30. (Ἀσσ. Πρές).— Ἡ σοβιετικὴ κυβέρνησις ὑποστηρίζει ὅτι τὸ ἀμερικανικὸν ἀεροσκάφος τὸ ὁποῖον κατερρίφθη ὑπεράνω τῆς Ἀνατολικῆς Γερμανίας ἐξετέλει ἀποστολὴν κατασκοπείας. — [627, 1405, 743, 1523]
section-terror-4: ΝΕΚΡΟΘΡΙΑ ΔΙΩΞΕΙ — [232, 1671, 351, 1682]
article-payments — [627, 492, 992, 708]
headline-parade: ΕΛΙΚΟΠΤΕΡΑ ΠΑΡΕΛΑΒΟΝ ΚΑΙ ΔΙΕΣΩΣΑΝ ΕΝΔΕΚΑ ΑΜΕΡΙΚΑΝΟΥΣ ΠΟΛΙΤΑΣ ΑΠΟ ΤΗΝ ΜΑΝΙΑΝ ΚΟΓΚΟΛΕΖΩΝ ΑΝΤΑΡΤΩΝ — [638, 719, 981, 767]
subhead-terror-2: ΠΟΛΛΟΙ ΔΕ ΕΞ ΑΥΤΩΝ ΚΑΤΕΔΙΚΑΣΘΗΣΑΝ — [73, 1518, 553, 1547]
section-crete-5: ΕΚΠΡΟΣΩΠΟΣ ο κ. ΒΟΥΛΟΔΗΜΟΣ — [489, 534, 600, 557]
body-plane — [627, 1405, 992, 1548]
body-battalions-text: ΝΕΑ ΥΟΡΚΗ, 30. (Ἀσσ. Πρές).— Διεψεύσθησαν αἱ φῆμαι ὅτι τρία τάγματα Ἀμερικανῶν πεζοναυτῶν θὰ ἀπεβιβάζοντο τὴν Δευτέραν εἰς Κύπρον. ΛΕΥΚΩΣΙΑ, 30.— Ὁ Ἀρχιεπίσκοπος Μακάριος ἐδήλωσεν ὅτι ἡ Κύπρος δὲν δέχεται ἀποστολὴν στρατευμάτων τοῦ Ν.Α.Τ.Ο. — [998, 1464, 1180, 1557]
body-parade-text-3: ΚΙΚΟΥΙΤ, Κογκό, 30. (Ἀσσ. Πρές).— Ἑλικόπτερα παρέλαβον καὶ διέσωσαν ἕνδεκα Ἀμερικανοὺς πολίτας, ἱεραποστόλους, οἱ ὁποῖοι ἀπειλοῦντο ἀπὸ τοὺς ἀντάρτας. — [752, 770, 992, 919]
rate-value: 250,00—254,00 — [912, 2059, 984, 2069]
article-pound — [627, 1895, 992, 2340]
body-crete — [4, 292, 621, 1311]
body-johnson-text-5: ΟΥΑΣΙΓΚΤΩΝ, 30. (Ρώυτερ).— Διπλωματικοὶ κύκλοι, ἀναφερόμενοι εἰς τὰ σχέδια ἀποστολῆς δυνάμεως τοῦ Ν.Α.Τ.Ο. εἰς Κύπρον, ἐδήλωσαν ὅτι αἱ Ἡνωμέναι Πολιτεῖαι δὲν θὰ συμμετάσχουν εἰς τοιαύτην ἐπιχείρησιν χωρὶς τὴν σύμφωνον γνώμην τῆς Κυπριακῆς Κυβερνήσεως. ΛΟΝΔΙΝΟΝ, 30.— Οἱ Ἐργατικοὶ ἐτόνισαν ὅτι οἱ Ἑλληνοκύπριοι πρέπει νὰ συμφωνήσουν. ΑΓΚΥΡΑ, 30. (Ρώυτερ).— Συνεχίζονται αἱ ἐπαφαὶ μεταξὺ τῶν κυβερνήσεων. — [1190, 348, 1564, 728]
headline-census: ΕΙΣ 190.818.000 ΑΝΗΛΘΕΝ Ο ΠΛΗΘΥΣΜΟΣ ΤΩΝ ΗΝΩΜ. ΠΟΛΙΤΕΙΩΝ — [411, 1791, 598, 1836]
section-battalions-1: ΘΑ ΑΠΟΒΙΒΑΖΟΝΤΟ ΤΗΝ ΔΕΥΤΕΡΑΝ — [1014, 1565, 1163, 1587]
body-crete-text-5: ΑΘΗΝΑΙ, 30.— Ὁ πρωθυπουργὸς κ. Παπανδρέου προήδρευσε τὸ ἀπόγευμα συσκέψεως εἰς τὴν ὁποίαν μετέσχον οἱ ὑπουργοὶ Ἐσωτερικῶν καὶ Δημοσίας Τάξεως. Ἐμελετήθησαν αἱ ἐκθέσεις τῶν νομαρχῶν Κρήτης διὰ τὰ ἐπεισόδια κατὰ τὴν περιοδείαν τοῦ κ. Κανελλοπούλου. Αἱ ἐκθέσεις διαψεύδουν τοὺς ἰσχυρισμοὺς περὶ ἐπιθέσεως ὑπὸ ὀργανωμένων ὁμάδων. Μικραὶ ὁμάδες ἀνευθύνων νέων ἀπεδοκίμασαν τὸν ἀρχηγὸν τῆς ἀντιπολιτεύσεως διὰ φωνασκιῶν, χωρὶς νὰ σημειωθοῦν ἐπεισόδια. Αἱ ἀρχαὶ ἔλαβον ὅλα τὰ ἐνδεικνυόμενα μέτρα διὰ τὴν τήρησιν τῆς τάξεως. Ὁ κ. Παπανδρέου ἐδήλωσεν ὅτι ἡ Κυβέρνησις ἐξασφαλίζει τὴν ἐλευθερίαν τοῦ λόγου εἰς ὅλα τὰ κόμματα. — [318, 476, 463, 782]
article-johnson — [998, 8, 1564, 1350]
subhead-johnson-2: Η ΑΠΟΣΤΟΛΗ ΔΥΝΑΜΕΩΣ ΤΟΥ Ν.Α.Τ.Ο. — [998, 318, 1564, 345]
body-terror-text: Τὰ κρούσματα τρομοκρατικῶν ἐνεργειῶν ὑπὸ ὀργάνων τῆς Ε.Ρ.Ε. καὶ ἡ ἐνθάρρυνσις τῶν τραμπούκων της ἐνεπλήθυναν κατὰ τὰς τελευταίας ἡμέρας εἰς διαφόρους περιοχὰς τῆς χώρας. Οἱ χωρικοὶ ὅμως δὲν πτοοῦνται καὶ καταγγέλλουν τὰ ἐπεισόδια εἰς τὰς ἀρμοδίας ἀρχάς. — [4, 1556, 189, 1650]
section-terror-1: ΠΡΟΕΔΡΟΣ ΚΟΙΝΟΤΗΤΟΣ ΑΠΕΙΛΕΙ — [22, 1783, 172, 1805]
body-crete-text: ΑΘΗΝΑΙ, 30.— Ὁ πρωθυπουργὸς κ. Παπανδρέου προήδρευσε τὸ ἀπόγευμα συσκέψεως εἰς τὴν ὁποίαν μετέσχον οἱ ὑπουργοὶ Ἐσωτερικῶν καὶ Δημοσίας Τάξεως. Ἐμελετήθησαν αἱ ἐκθέσεις τῶν νομαρχῶν Κρήτης διὰ τὰ ἐπεισόδια κατὰ τὴν περιοδείαν τοῦ κ. Κανελλοπούλου. Αἱ ἐκθέσεις διαψεύδουν τοὺς ἰσχυρισμοὺς περὶ ἐπιθέσεως ὑπὸ ὀργανωμένων ὁμάδων. Μικραὶ ὁμάδες ἀνευθύνων νέων ἀπεδοκίμασαν τὸν ἀρχηγὸν τῆς ἀντιπολιτεύσεως διὰ φωνασκιῶν, χωρὶς νὰ σημειωθοῦν ἐπεισόδια. Αἱ ἀρχαὶ ἔλαβον ὅλα τὰ ἐνδεικνυόμενα μέτρα διὰ τὴν τήρησιν τῆς τάξεως. Ὁ κ. Παπανδρέου ἐδήλωσεν ὅτι ἡ Κυβέρνησις ἐξασφαλίζει τὴν ἐλευθερίαν τοῦ λόγου εἰς ὅλα τὰ κόμματα. — [8, 292, 153, 598]
section-crete-3: ΑΣΥΣΤΟΛΑ ΨΕΥΔΗ — [336, 464, 444, 474]
divider-v-2 — [994, 8, 996, 1350]
section-battalions-3: ΑΡΘΡΟΝ ΤΗΣ «ΜΠΟΡΜΠΑ» — [1200, 1545, 1361, 1555]
body-degaulle-text-3: ΠΑΡΙΣΙΟΙ, 30. (Ἀσσ. Πρές).— Ὁ πρόεδρος τῆς Γαλλικῆς Δημοκρατίας στρατηγὸς Ντὲ Γκὼλ θὰ ἀπαντήσῃ σήμερον εἰς τὰς ἐρωτήσεις τῶν δημοσιογράφων διὰ τὴν ἀναγνώρισιν τῆς Κομμουνιστικῆς Κίνας καὶ τὴν θέσιν τῆς Γαλλίας ἔναντι τῆς Φορμόζης. — [876, 1105, 992, 1258]
section-terror-3: ΔΡΑΣΙΣ ΑΣΤΥΝΟΜΙΚΟΥ — [223, 1557, 360, 1568]
body-papandreou-text: ΑΘΗΝΑΙ, 30.— Εὐθὺς ὡς ἐγνώσθη ὁ κίνδυνος τὸν ὁποῖον διέτρεξεν τὸ ἀεροπλάνον τῆς Ὀλυμπιακῆς εἰς τὸ ὁποῖον ἐπέβαινεν ὁ πρωθυπουργὸς κ. Παπανδρέου, πλῆθος τηλεγραφημάτων ἐκφράζοντα τὴν χαρὰν διὰ τὴν αἰσίαν ἔκβασιν τῆς περιπετείας ἀπεστάλησαν ἐκ μέρους συνδικαλιστικῶν ὀργανώσεων, ἐπαγγελματικῶν σωματείων καὶ ἁπλῶν πολιτῶν ἀπὸ ὅλα τὰ μέρη τῆς χώρας. — [627, 190, 743, 413]
section-battalions-6: Ο ΡΟΛΟΣ ΤΟΥ ΚΑΝΑΔΑ — [1406, 1612, 1540, 1622]
rate-name: Βελγικαί — [839, 2029, 880, 2039]
body-terror-text-6: Τὰ κρούσματα τρομοκρατικῶν ἐνεργειῶν ὑπὸ ὀργάνων τῆς Ε.Ρ.Ε. καὶ ἡ ἐνθάρρυνσις τῶν τραμπούκων της ἐνεπλήθυναν κατὰ τὰς τελευταίας ἡμέρας εἰς διαφόρους περιοχὰς τῆς χώρας. Οἱ χωρικοὶ ὅμως δὲν πτοοῦνται καὶ καταγγέλλουν τὰ ἐπεισόδια εἰς τὰς ἀρμοδίας ἀρχάς. — [199, 1684, 384, 1778]
